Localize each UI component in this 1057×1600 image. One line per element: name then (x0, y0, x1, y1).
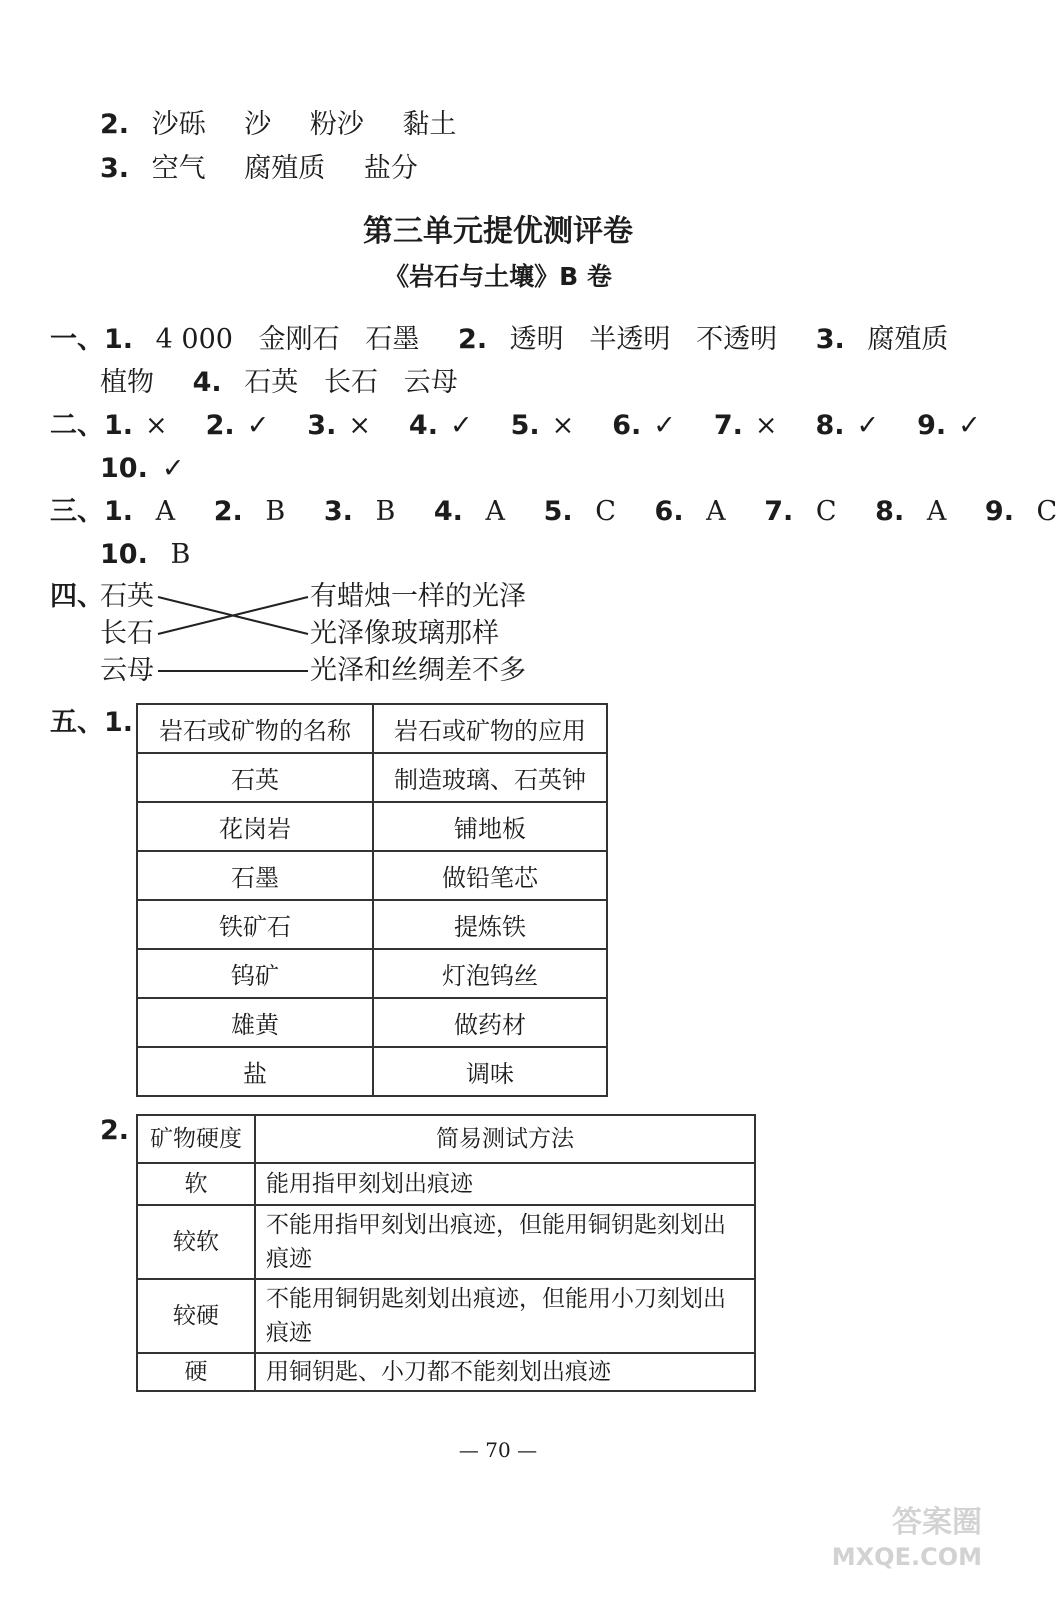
question-number: 7. (713, 410, 743, 441)
table-cell: 硬 (137, 1353, 255, 1391)
check-mark: ✓ (449, 410, 473, 441)
table-cell: 较硬 (137, 1279, 255, 1353)
answer-text: A (485, 496, 506, 527)
section-1-line-2 (100, 366, 458, 400)
page-title: 第三单元提优测评卷 (363, 214, 633, 249)
question-number: 3. (815, 324, 845, 355)
question-number: 1. (104, 410, 134, 441)
section-label (50, 706, 133, 740)
answer-text: 植物 (100, 367, 154, 398)
section-2-line-1 (50, 409, 980, 443)
question-number: 6. (654, 496, 684, 527)
answer-text: C (815, 496, 837, 527)
answer-text: B (170, 539, 191, 570)
section-label: 四、 (50, 581, 104, 612)
watermark (832, 1506, 982, 1574)
table-cell: 灯泡钨丝 (373, 949, 607, 998)
question-number: 5. (543, 496, 573, 527)
answer-text: A (155, 496, 176, 527)
table-cell: 铺地板 (373, 802, 607, 851)
answer-text: 空气 (151, 153, 206, 184)
question-number: 1. (104, 324, 134, 355)
table-cell: 能用指甲刻划出痕迹 (255, 1163, 755, 1205)
section-3-line-1 (50, 495, 1057, 529)
table-cell: 软 (137, 1163, 255, 1205)
rock-application-table (136, 703, 608, 1097)
table-row (137, 851, 607, 900)
answer-text: 腐殖质 (867, 324, 949, 355)
cross-mark: × (754, 410, 778, 441)
table-row (137, 900, 607, 949)
watermark-line-2: MXQE.COM (831, 1543, 982, 1571)
answer-text: 黏土 (402, 109, 457, 140)
question-number: 2. (100, 1115, 130, 1146)
section-label: 三、 (50, 496, 104, 527)
answer-text: 石英 长石 云母 (244, 367, 458, 398)
match-right-1: 有蜡烛一样的光泽 (310, 581, 526, 612)
question-number: 7. (764, 496, 794, 527)
table-row (137, 1163, 755, 1205)
question-number: 2. (100, 109, 130, 140)
question-number: 9. (917, 410, 947, 441)
check-mark: ✓ (161, 453, 185, 484)
table-row (137, 1047, 607, 1096)
answer-2 (100, 108, 456, 142)
answer-text: C (595, 496, 616, 527)
question-number: 4. (192, 367, 222, 398)
table-header-cell: 矿物硬度 (137, 1115, 255, 1163)
answer-text: 腐殖质 (244, 153, 326, 184)
answer-3 (100, 152, 418, 186)
question-number: 2. (213, 496, 243, 527)
table-cell: 制造玻璃、石英钟 (373, 753, 607, 802)
section-label-text: 五、 (50, 707, 104, 738)
answer-text: C (1036, 496, 1057, 527)
cross-mark: × (145, 410, 168, 441)
question-number: 4. (433, 496, 463, 527)
match-line-1 (158, 597, 308, 634)
page-subtitle: 《岩石与土壤》B 卷 (384, 262, 612, 291)
table-row (137, 753, 607, 802)
question-number: 8. (815, 410, 845, 441)
table-cell: 做药材 (373, 998, 607, 1047)
table-header-row (137, 1115, 755, 1163)
table-row (137, 1205, 755, 1279)
table-cell: 铁矿石 (137, 900, 373, 949)
question-number: 3. (307, 410, 337, 441)
table-cell: 盐 (137, 1047, 373, 1096)
cross-mark: × (551, 410, 575, 441)
question-number: 8. (875, 496, 905, 527)
table-cell: 钨矿 (137, 949, 373, 998)
table-cell: 提炼铁 (373, 900, 607, 949)
check-mark: ✓ (246, 410, 270, 441)
table-cell: 不能用指甲刻划出痕迹，但能用铜钥匙刻划出痕迹 (255, 1205, 755, 1279)
question-number: 2. (205, 410, 235, 441)
match-right-2: 光泽像玻璃那样 (310, 618, 499, 649)
answer-text: A (926, 496, 947, 527)
check-mark: ✓ (653, 410, 676, 441)
answer-text: B (265, 496, 286, 527)
section-1-line-1 (50, 323, 948, 357)
answer-text: 粉沙 (309, 109, 364, 140)
answer-text: 透明 半透明 不透明 (509, 324, 778, 355)
question-number: 3. (323, 496, 353, 527)
cross-mark: × (348, 410, 371, 441)
match-line-2 (158, 597, 308, 634)
answer-text: A (706, 496, 726, 527)
table-cell: 花岗岩 (137, 802, 373, 851)
answer-text: 盐分 (363, 153, 418, 184)
table-header-cell: 简易测试方法 (255, 1115, 755, 1163)
table-cell: 用铜钥匙、小刀都不能刻划出痕迹 (255, 1353, 755, 1391)
section-3-line-2 (100, 538, 190, 572)
match-left-3: 云母 (100, 655, 154, 686)
answer-text: 沙砾 (151, 109, 206, 140)
table-row (137, 998, 607, 1047)
section-label: 二、 (50, 410, 104, 441)
table-row (137, 1353, 755, 1391)
table-cell: 较软 (137, 1205, 255, 1279)
match-left-2: 长石 (100, 618, 154, 649)
table-cell: 石墨 (137, 851, 373, 900)
section-2-line-2 (100, 452, 184, 486)
answer-text: 沙 (244, 109, 272, 140)
section-label: 一、 (50, 324, 104, 355)
question-number: 3. (100, 153, 130, 184)
question-number: 6. (612, 410, 642, 441)
page-number: — 70 — (458, 1438, 538, 1462)
check-mark: ✓ (856, 410, 880, 441)
table-header-cell: 岩石或矿物的名称 (137, 704, 373, 753)
table-cell: 不能用铜钥匙刻划出痕迹，但能用小刀刻划出痕迹 (255, 1279, 755, 1353)
question-number: 10. (100, 539, 148, 570)
question-number: 9. (984, 496, 1014, 527)
question-number: 1. (104, 707, 134, 738)
answer-text: 4 000 金刚石 石墨 (155, 324, 420, 355)
question-number: 4. (408, 410, 438, 441)
table-row (137, 802, 607, 851)
table-row (137, 949, 607, 998)
question-number: 1. (104, 496, 134, 527)
table-header-cell: 岩石或矿物的应用 (373, 704, 607, 753)
table-row (137, 1279, 755, 1353)
question-number: 10. (100, 453, 148, 484)
check-mark: ✓ (958, 410, 981, 441)
hardness-test-table (136, 1114, 756, 1392)
table-cell: 做铅笔芯 (373, 851, 607, 900)
answer-text: B (375, 496, 396, 527)
table-cell: 石英 (137, 753, 373, 802)
table-cell: 调味 (373, 1047, 607, 1096)
table-header-row (137, 704, 607, 753)
question-number: 5. (510, 410, 540, 441)
question-number: 2. (458, 324, 488, 355)
table-cell: 雄黄 (137, 998, 373, 1047)
watermark-line-1: 答案圈 (892, 1505, 982, 1540)
match-left-1: 石英 (100, 581, 154, 612)
match-right-3: 光泽和丝绸差不多 (310, 655, 526, 686)
